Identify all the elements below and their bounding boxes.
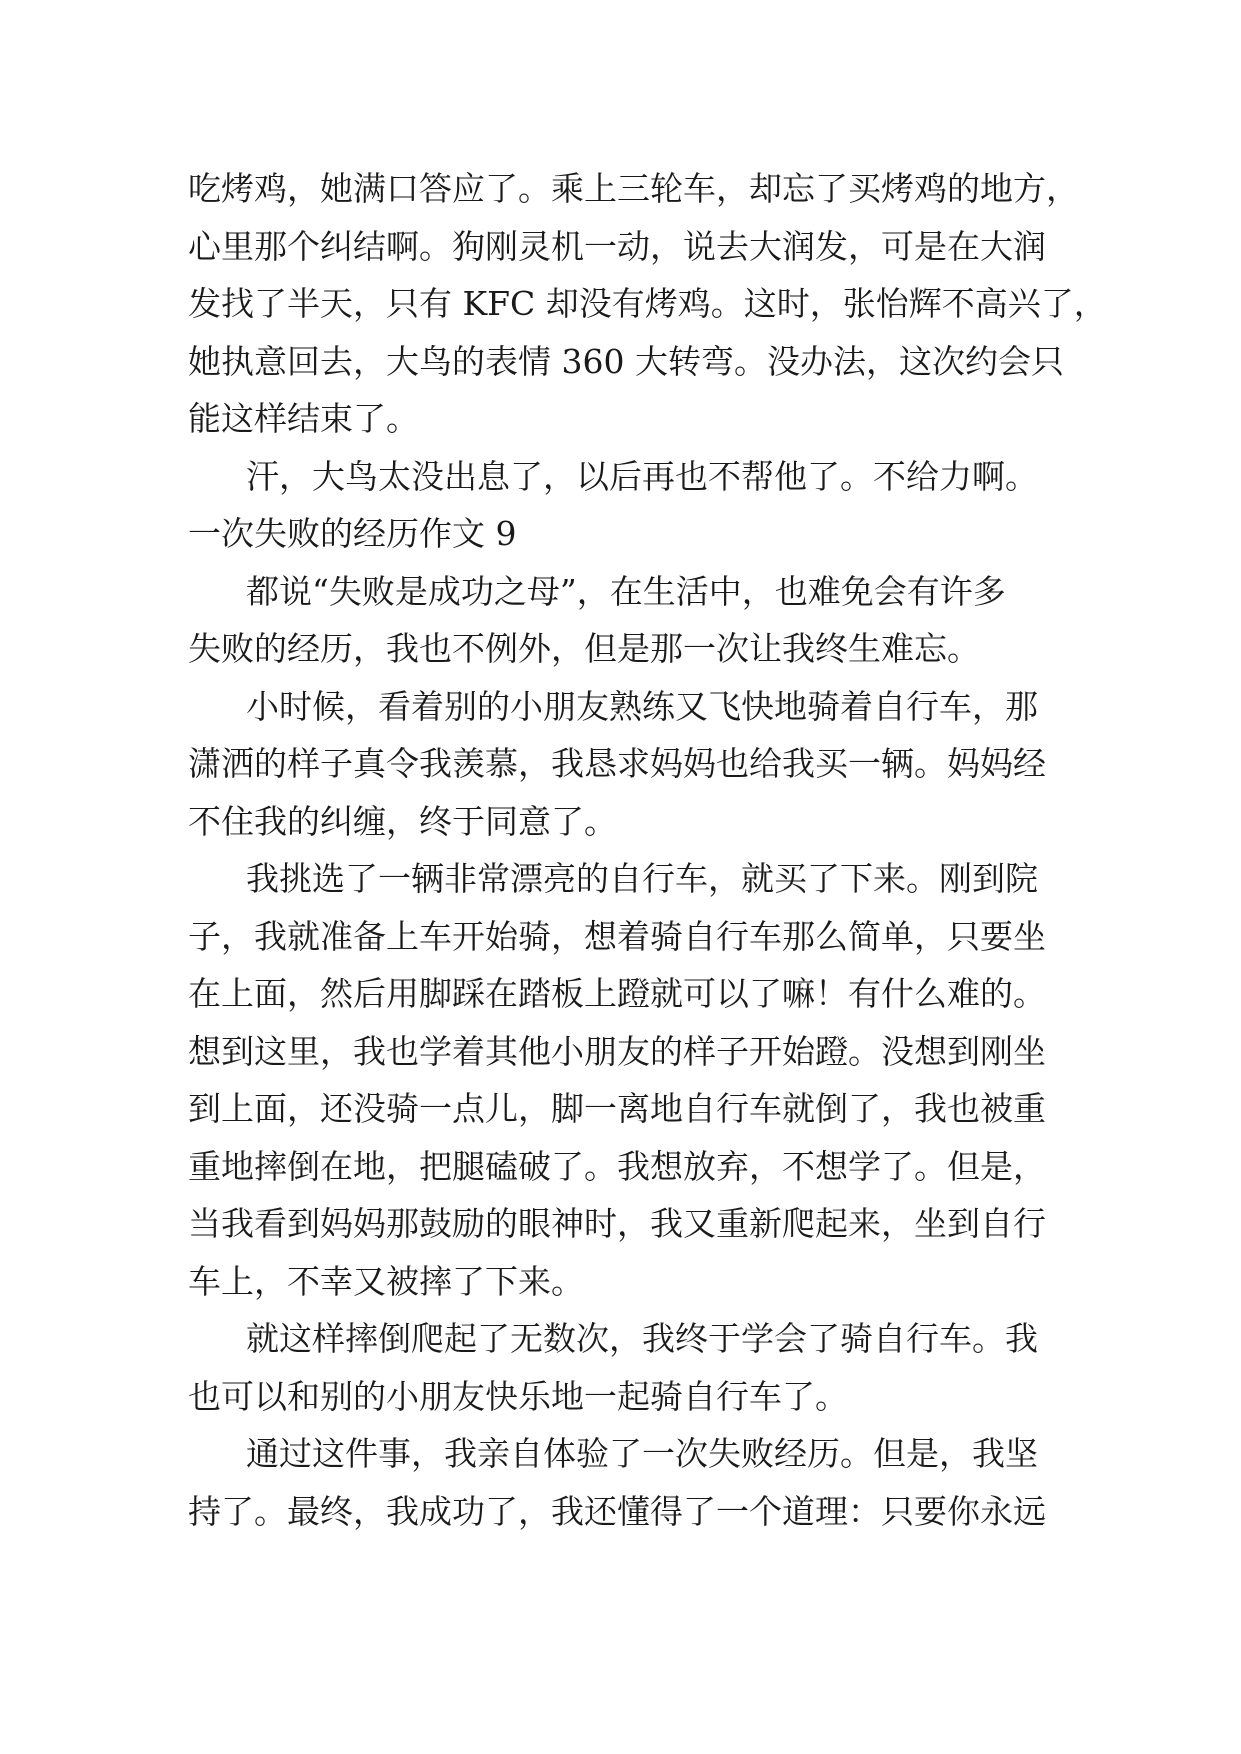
text-line: 心里那个纠结啊。狗刚灵机一动，说去大润发，可是在大润 xyxy=(188,226,1046,266)
text-line: 到上面，还没骑一点儿，脚一离地自行车就倒了，我也被重 xyxy=(188,1089,1046,1128)
text-line: 也可以和别的小朋友快乐地一起骑自行车了。 xyxy=(188,1376,848,1416)
text-line: 潇洒的样子真令我羡慕，我恳求妈妈也给我买一辆。妈妈经 xyxy=(188,744,1046,783)
text-line: 我挑选了一辆非常漂亮的自行车，就买了下来。刚到院 xyxy=(246,859,1038,898)
text-line: 重地摔倒在地，把腿磕破了。我想放弃，不想学了。但是， xyxy=(188,1146,1046,1186)
text-line: 就这样摔倒爬起了无数次，我终于学会了骑自行车。我 xyxy=(246,1319,1038,1358)
text-line: 子，我就准备上车开始骑，想着骑自行车那么简单，只要坐 xyxy=(188,916,1046,956)
text-line: 都说“失败是成功之母”，在生活中，也难免会有许多 xyxy=(246,571,1006,611)
text-line: 她执意回去，大鸟的表情 360 大转弯。没办法，这次约会只 xyxy=(188,341,1064,381)
text-line: 通过这件事，我亲自体验了一次失败经历。但是，我坚 xyxy=(246,1434,1038,1473)
text-line: 一次失败的经历作文 9 xyxy=(188,514,517,553)
text-line: 失败的经历，我也不例外，但是那一次让我终生难忘。 xyxy=(188,629,980,668)
text-line: 小时候，看着别的小朋友熟练又飞快地骑着自行车，那 xyxy=(246,686,1038,726)
text-line: 吃烤鸡，她满口答应了。乘上三轮车，却忘了买烤鸡的地方， xyxy=(188,169,1079,208)
text-line: 持了。最终，我成功了，我还懂得了一个道理：只要你永远 xyxy=(188,1491,1046,1531)
text-line: 当我看到妈妈那鼓励的眼神时，我又重新爬起来，坐到自行 xyxy=(188,1204,1046,1243)
text-line: 在上面，然后用脚踩在踏板上蹬就可以了嘛！有什么难的。 xyxy=(188,974,1046,1013)
text-line: 想到这里，我也学着其他小朋友的样子开始蹬。没想到刚坐 xyxy=(188,1031,1046,1071)
text-line: 不住我的纠缠，终于同意了。 xyxy=(188,801,617,841)
text-line: 车上，不幸又被摔了下来。 xyxy=(188,1261,584,1301)
text-line: 汗，大鸟太没出息了，以后再也不帮他了。不给力啊。 xyxy=(246,456,1038,496)
text-line: 发找了半天，只有 KFC 却没有烤鸡。这时，张怡辉不高兴了， xyxy=(188,284,1107,323)
document-body xyxy=(188,160,1107,1540)
text-line: 能这样结束了。 xyxy=(188,399,419,438)
